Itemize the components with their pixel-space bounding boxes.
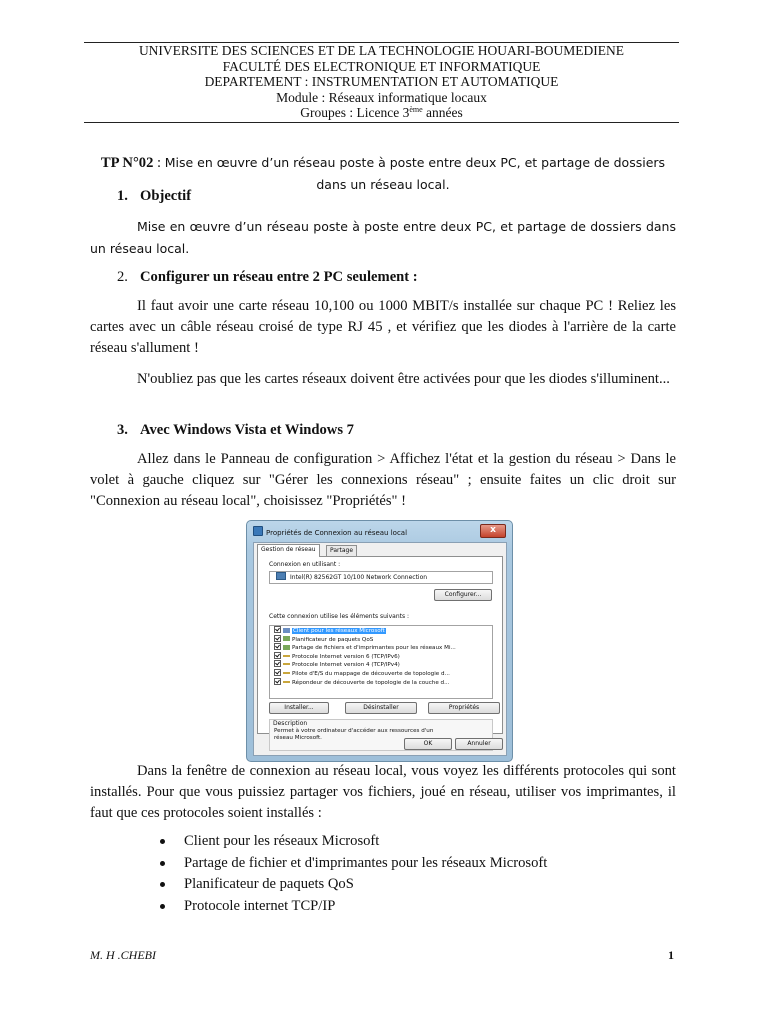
checkbox[interactable] [274,660,281,667]
list-item[interactable]: Client pour les réseaux Microsoft [270,626,492,635]
install-button[interactable]: Installer... [269,702,329,714]
section-2-heading: 2. Configurer un réseau entre 2 PC seulement : [117,269,418,285]
list-item: Planificateur de paquets QoS [158,874,547,896]
module-name: Module : Réseaux informatique locaux [276,89,487,105]
document-header [84,43,679,121]
items-label: Cette connexion utilise les éléments suivants : [269,613,410,620]
list-item[interactable]: Protocole Internet version 4 (TCP/IPv4) [270,660,492,669]
dialog-title-bar: Propriétés de Connexion au réseau local [253,526,407,538]
list-item: Client pour les réseaux Microsoft [158,831,547,853]
network-adapter-icon [276,572,286,580]
department-name: DEPARTEMENT : INSTRUMENTATION ET AUTOMATIQUE [204,74,559,89]
list-item[interactable]: Pilote d'E/S du mappage de découverte de topologie d... [270,669,492,678]
checkbox[interactable] [274,678,281,685]
client-icon [283,628,290,633]
checkbox[interactable] [274,652,281,659]
service-icon [283,636,290,641]
protocol-icon [283,663,290,665]
checkbox[interactable] [274,626,281,633]
service-icon [283,645,290,650]
description-label: Description [273,720,308,727]
tab-panel [257,556,503,741]
section-3-paragraph-1: Allez dans le Panneau de configuration > Affichez l'état et la gestion du réseau > Dans le volet à gauche cliquez sur "Gérer les connexions réseau" ; ensuite faites un clic droit sur "Connexion au réseau local", choisissez "Propriétés" ! [90,451,676,509]
checkbox[interactable] [274,669,281,676]
groups-line: Groupes : Licence 3ème années [300,105,463,120]
list-item[interactable]: Répondeur de découverte de topologie de la couche d... [270,678,492,687]
checkbox[interactable] [274,643,281,650]
section-3-paragraph-2: Dans la fenêtre de connexion au réseau local, vous voyez les différents protocoles qui sont installés. Pour que vous puissiez partager vos fichiers, joué en réseau, utiliser vos imprimantes, il faut que ces protocoles soient installés : [90,763,676,821]
protocol-icon [283,655,290,657]
connect-using-label: Connexion en utilisant : [269,561,341,568]
section-2-paragraph-1: Il faut avoir une carte réseau 10,100 ou 1000 MBIT/s installée sur chaque PC ! Reliez les cartes avec un câble réseau croisé de type RJ 45 , et vérifiez que les diodes à l'arrière de la carte réseau s'allument ! [90,298,676,356]
tab-sharing[interactable]: Partage [326,545,357,556]
network-properties-dialog [246,520,513,762]
properties-button[interactable]: Propriétés [428,702,500,714]
section-1-text: Mise en œuvre d’un réseau poste à poste entre deux PC, et partage de dossiers dans un réseau local. [90,219,676,256]
section-3-heading: 3. Avec Windows Vista et Windows 7 [117,422,354,438]
page-number: 1 [668,948,674,962]
close-button[interactable]: x [480,524,506,538]
protocol-bullet-list [158,831,547,917]
adapter-field: Intel(R) 82562GT 10/100 Network Connection [269,571,493,584]
tp-title: TP N°02 : Mise en œuvre d’un réseau poste à poste entre deux PC, et partage de dossiers dans un réseau local. [100,155,666,192]
ok-button[interactable]: OK [404,738,452,750]
configure-button[interactable]: Configurer... [434,589,492,601]
dialog-body [253,542,507,756]
tab-network[interactable]: Gestion de réseau [257,544,320,557]
cancel-button[interactable]: Annuler [455,738,503,750]
protocol-icon [283,681,290,683]
faculty-name: FACULTÉ DES ELECTRONIQUE ET INFORMATIQUE [222,58,541,74]
network-connection-icon [253,526,263,536]
section-2-paragraph-2: N'oubliez pas que les cartes réseaux doivent être activées pour que les diodes s'illuminent... [137,371,670,387]
description-text: Permet à votre ordinateur d'accéder aux ressources d'un réseau Microsoft. [274,728,434,741]
protocol-icon [283,672,290,674]
checkbox[interactable] [274,635,281,642]
footer-author: M. H .CHEBI [90,948,156,962]
university-name: UNIVERSITE DES SCIENCES ET DE LA TECHNOLOGIE HOUARI-BOUMEDIENE [138,43,625,58]
list-item[interactable]: Planificateur de paquets QoS [270,635,492,644]
list-item[interactable]: Protocole Internet version 6 (TCP/IPv6) [270,652,492,661]
list-item: Protocole internet TCP/IP [158,896,547,918]
list-item: Partage de fichier et d'imprimantes pour les réseaux Microsoft [158,853,547,875]
header-bottom-rule [84,122,679,123]
list-item[interactable]: Partage de fichiers et d'imprimantes pour les réseaux Mi... [270,643,492,652]
components-list[interactable] [269,625,493,699]
uninstall-button[interactable]: Désinstaller [345,702,417,714]
section-1-heading: 1. Objectif [117,188,192,204]
